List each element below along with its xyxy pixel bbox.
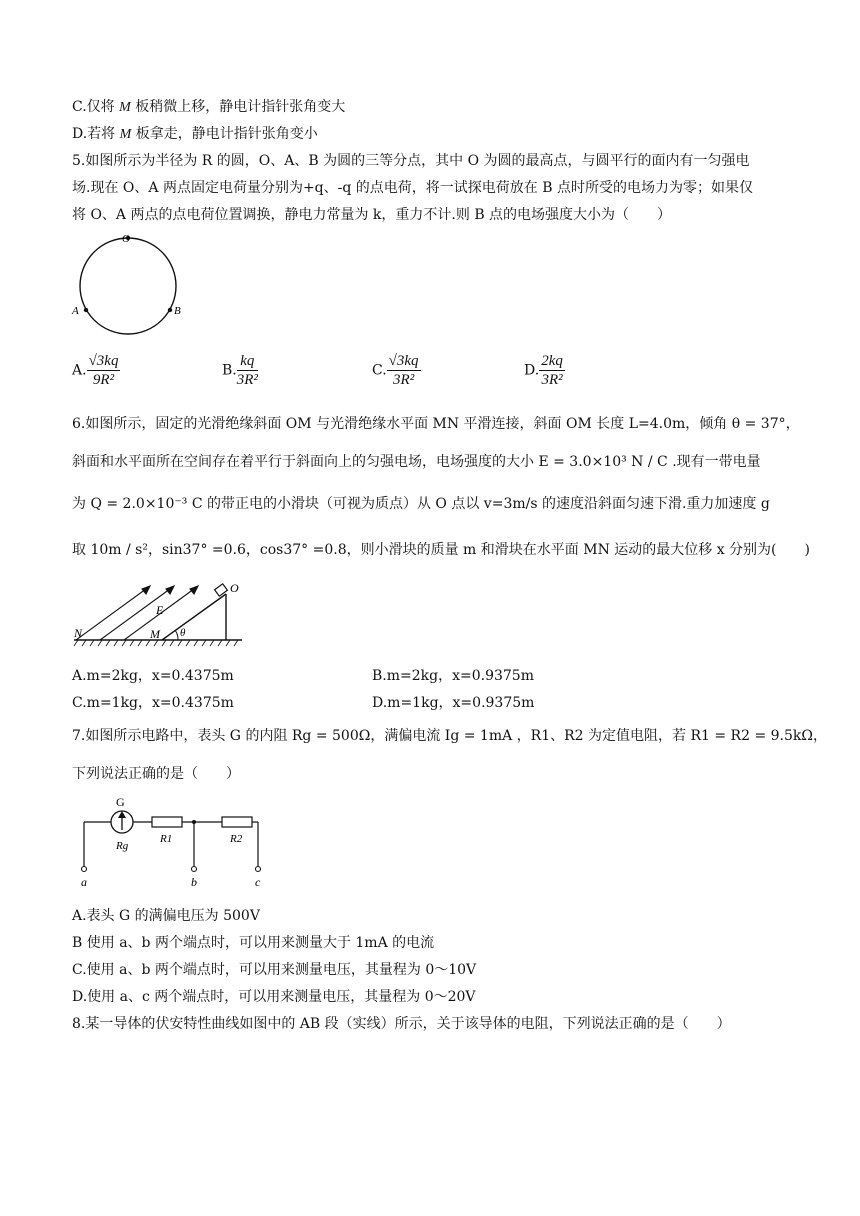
- q6-label-m: M: [150, 627, 160, 641]
- q4-option-d: [72, 124, 318, 145]
- q5-stem-line1: 5.如图所示为半径为 R 的圆，O、A、B 为圆的三等分点，其中 O 为圆的最高点，与圆平行的面内有一匀强电: [72, 153, 750, 169]
- q5-label-b: B: [174, 305, 181, 317]
- q7-stem-line2: 下列说法正确的是（ ）: [72, 766, 240, 782]
- q4-option-c: [72, 97, 345, 118]
- q7-label-a: a: [81, 875, 87, 889]
- q7-option-a: A.表头 G 的满偏电压为 500V: [72, 908, 260, 924]
- q7-label-c: c: [255, 875, 261, 889]
- q5-option-d-num: 2kq: [541, 353, 563, 369]
- q5-option-d-den: 3R²: [541, 372, 563, 388]
- q5-option-b-prefix: B.: [222, 362, 237, 379]
- q5-option-c-fraction: [387, 352, 421, 389]
- q5-option-c-num: √3kq: [388, 353, 419, 369]
- q4-option-c-prefix: C.仅将: [72, 99, 120, 115]
- q5-option-b-fraction: [237, 352, 258, 389]
- q6-option-b: B.m=2kg，x=0.9375m: [372, 668, 534, 684]
- q6-option-a: A.m=2kg，x=0.4375m: [72, 668, 234, 684]
- q5-circle: [80, 238, 176, 334]
- q5-point-a: [84, 308, 88, 312]
- q6-label-theta: θ: [180, 627, 186, 639]
- q5-option-a: [72, 352, 120, 389]
- q7-label-b: b: [191, 875, 197, 889]
- q5-option-a-num: √3kq: [88, 353, 119, 369]
- q4-option-c-text: 板稍微上移，静电计指针张角变大: [130, 99, 346, 115]
- q6-angle-arc: [175, 630, 178, 640]
- q5-option-c-prefix: C.: [372, 362, 387, 379]
- q5-option-c-den: 3R²: [393, 372, 415, 388]
- q7-circuit-figure: [72, 794, 272, 890]
- q6-option-d: D.m=1kg，x=0.9375m: [372, 695, 535, 711]
- q7-label-g: G: [116, 795, 125, 809]
- q4-option-d-var: M: [119, 127, 132, 142]
- q6-incline-surface: [162, 594, 226, 640]
- q6-stem-line3: 为 Q = 2.0×10⁻³ C 的带正电的小滑块（可视为质点）从 O 点以 v=3m/s 的速度沿斜面匀速下滑.重力加速度 g: [72, 496, 770, 512]
- q7-option-c: C.使用 a、b 两个端点时，可以用来测量电压，其量程为 0～10V: [72, 962, 477, 978]
- q5-option-d-prefix: D.: [524, 362, 540, 379]
- q7-label-r2: R2: [230, 833, 243, 845]
- q7-label-rg: Rg: [116, 840, 129, 852]
- q5-point-b: [168, 308, 172, 312]
- q7-terminal-b: [192, 867, 197, 872]
- q5-option-b-den: 3R²: [236, 372, 258, 388]
- q7-resistor-r1: [152, 817, 182, 827]
- q4-option-d-text: 板拿走，静电计指针张角变小: [131, 126, 318, 142]
- q7-terminal-a: [82, 867, 87, 872]
- q6-label-e: E: [156, 603, 164, 617]
- q7-option-d: D.使用 a、c 两个端点时，可以用来测量电压，其量程为 0～20V: [72, 989, 476, 1005]
- q4-option-c-var: M: [119, 100, 131, 115]
- q5-label-o: O: [122, 233, 130, 245]
- q7-galvanometer-arrow: [118, 811, 126, 818]
- q5-option-b: [222, 352, 258, 389]
- q7-option-b: B 使用 a、b 两个端点时，可以用来测量大于 1mA 的电流: [72, 935, 435, 951]
- q5-option-d-fraction: [539, 352, 565, 389]
- q7-junction: [192, 820, 196, 824]
- q7-terminal-c: [256, 867, 261, 872]
- q5-option-d: [524, 352, 565, 389]
- q6-label-o: O: [230, 582, 239, 595]
- q4-option-d-prefix: D.若将: [72, 126, 120, 142]
- q5-circle-figure: [68, 228, 188, 340]
- q6-stem-line2: 斜面和水平面所在空间存在着平行于斜面向上的匀强电场，电场强度的大小 E = 3.0×10³ N / C .现有一带电量: [72, 454, 761, 470]
- q7-label-r1: R1: [160, 833, 173, 845]
- q5-option-a-den: 9R²: [92, 372, 115, 388]
- q5-stem-line3: 将 O、A 两点的点电荷位置调换，静电力常量为 k，重力不计.则 B 点的电场强度大小为（ ）: [72, 207, 672, 223]
- q5-option-c: [372, 352, 421, 389]
- q7-resistor-r2: [222, 817, 252, 827]
- q5-label-a: A: [72, 305, 79, 317]
- q6-incline-figure: [70, 582, 250, 652]
- q7-stem-line1: 7.如图所示电路中，表头 G 的内阻 Rg = 500Ω，满偏电流 Ig = 1mA ，R1、R2 为定值电阻，若 R1 = R2 = 9.5kΩ，: [72, 728, 827, 744]
- q5-option-a-fraction: [87, 352, 121, 389]
- q6-label-n: N: [74, 626, 83, 640]
- q5-option-b-num: kq: [237, 352, 258, 371]
- q5-stem-line2: 场.现在 O、A 两点固定电荷量分别为+q、-q 的点电荷，将一试探电荷放在 B 点时所受的电场力为零；如果仅: [72, 180, 753, 196]
- q6-option-c: C.m=1kg，x=0.4375m: [72, 695, 234, 711]
- q5-option-a-prefix: A.: [72, 362, 87, 379]
- q8-stem-line1: 8.某一导体的伏安特性曲线如图中的 AB 段（实线）所示，关于该导体的电阻，下列说法正确的是（ ）: [72, 1016, 731, 1032]
- q6-stem-line4: 取 10m / s²，sin37° =0.6，cos37° =0.8，则小滑块的质量 m 和滑块在水平面 MN 运动的最大位移 x 分别为( ): [72, 542, 810, 558]
- q6-stem-line1: 6.如图所示，固定的光滑绝缘斜面 OM 与光滑绝缘水平面 MN 平滑连接，斜面 OM 长度 L=4.0m，倾角 θ = 37°，: [72, 416, 800, 432]
